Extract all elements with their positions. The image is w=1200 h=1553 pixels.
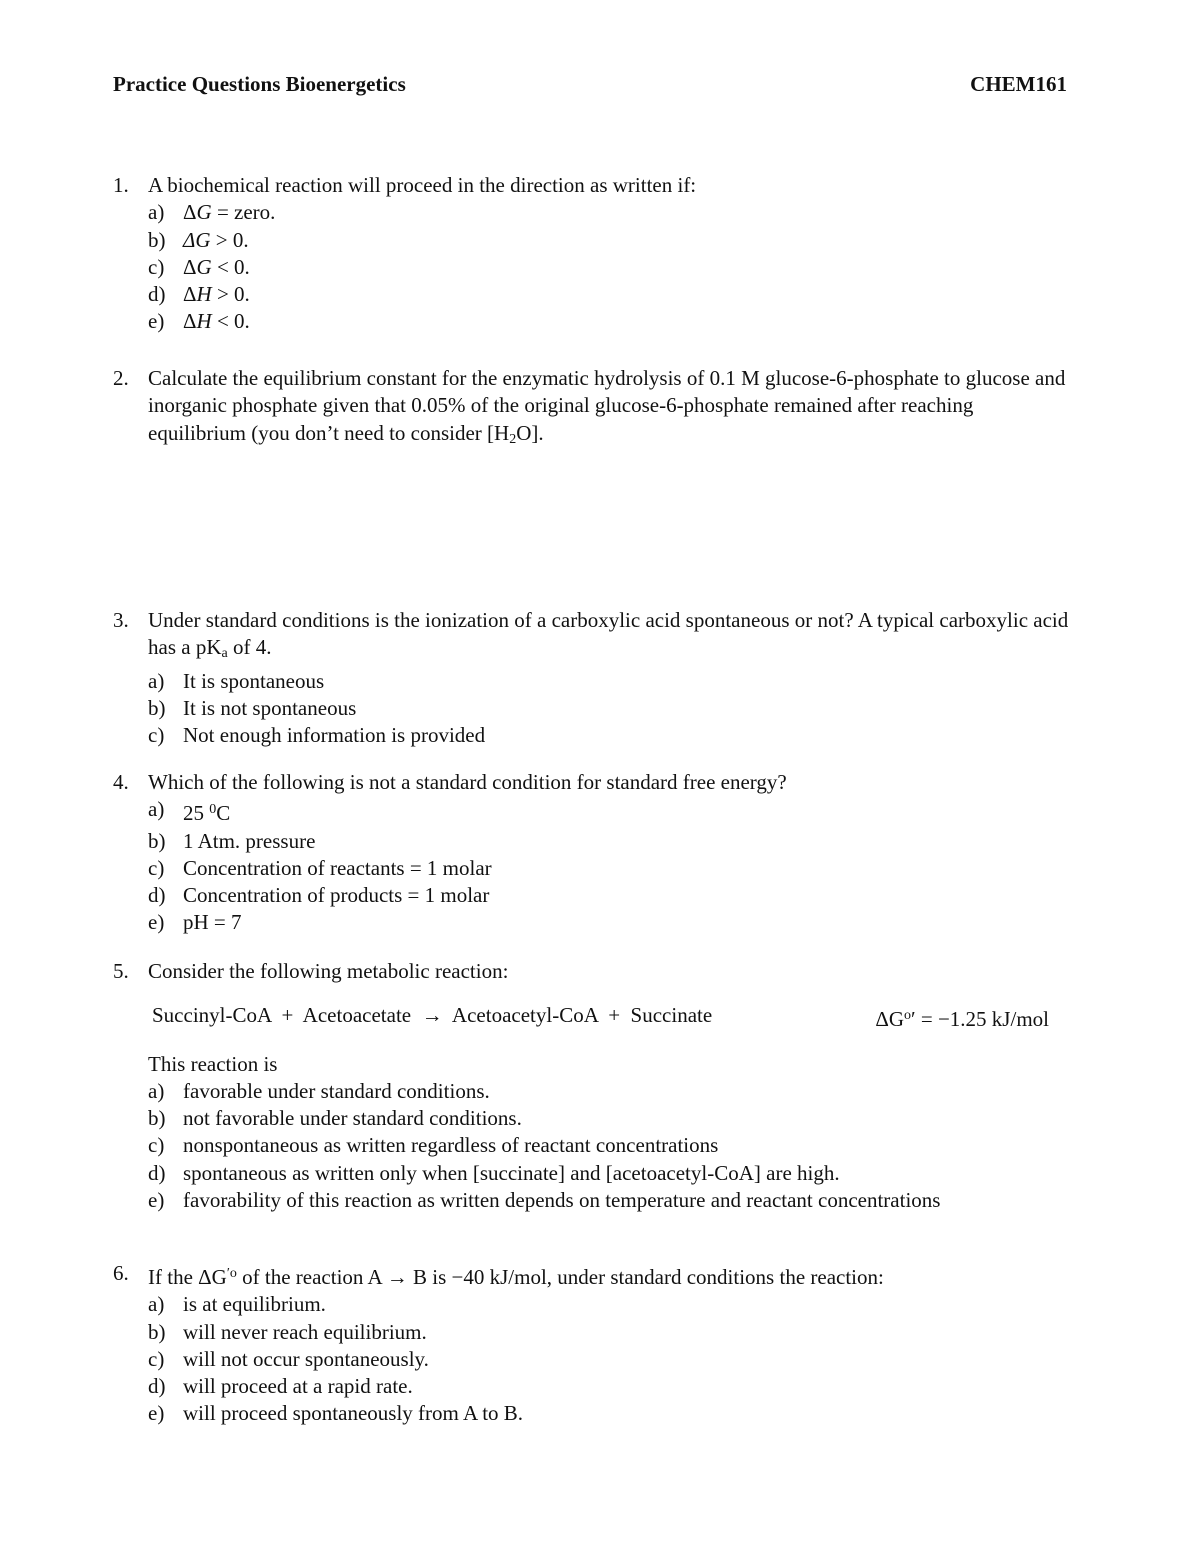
question-text: A biochemical reaction will proceed in the direction as written if: [148, 173, 697, 197]
option-e: e) ΔH < 0. [148, 309, 250, 334]
option-a: a) ΔG = zero. [148, 200, 276, 225]
question-text: Calculate the equilibrium constant for the enzymatic hydrolysis of 0.1 M glucose-6-phosphate to glucose and inorganic phosphate given that 0.05% of the original glucose-6-phosphate remained after reaching equilibrium (you don’t need to consider $[H_2O]$. [148, 366, 1066, 447]
question-6 [113, 1260, 1073, 1428]
option-c: c) will not occur spontaneously. [148, 1346, 429, 1371]
question-3 [113, 607, 1073, 749]
question-number: 4. [113, 770, 129, 794]
question-text: Under standard conditions is the ionization of a carboxylic acid spontaneous or not? A typical carboxylic acid has a $pK_a$ of 4. [148, 608, 1069, 662]
option-e: e) favorability of this reaction as written depends on temperature and reactant concentrations [148, 1188, 941, 1213]
option-c: c) ΔG < 0. [148, 254, 250, 279]
option-a: a) favorable under standard conditions. [148, 1078, 490, 1103]
reaction-formula: Succinyl-CoA + Acetoacetate → Acetoacetyl-CoA + Succinate [152, 1003, 713, 1028]
option-b: b) ΔG > 0. [148, 227, 249, 252]
option-list [148, 668, 1073, 750]
question-number: 1. [113, 173, 129, 197]
option-b: b) not favorable under standard conditions. [148, 1106, 522, 1131]
delta-g-value: $\Delta G^oʹ = -1.25$ kJ/mol [875, 1007, 1049, 1032]
option-c: c) Not enough information is provided [148, 723, 486, 748]
option-list [148, 1051, 1073, 1215]
question-number: 2. [113, 366, 129, 390]
option-b: b) will never reach equilibrium. [148, 1319, 427, 1344]
option-a: a) is at equilibrium. [148, 1292, 326, 1317]
option-d: d) spontaneous as written only when [succinate] and [acetoacetyl-CoA] are high. [148, 1160, 840, 1185]
question-text: Consider the following metabolic reaction: [148, 959, 509, 983]
option-list [148, 1291, 1073, 1427]
option-a: a) 25 $^0$C [148, 797, 231, 826]
option-a: a) It is spontaneous [148, 668, 325, 693]
option-d: d) Concentration of products = 1 molar [148, 883, 490, 908]
course-code: CHEM161 [970, 72, 1067, 96]
option-e: e) pH = 7 [148, 910, 242, 935]
question-5 [113, 958, 1073, 1214]
option-list [148, 796, 1073, 936]
question-text: Which of the following is not a standard condition for standard free energy? [148, 770, 787, 794]
option-c: c) nonspontaneous as written regardless of reactant concentrations [148, 1133, 719, 1158]
question-lead: This reaction is [148, 1051, 278, 1076]
option-d: d) will proceed at a rapid rate. [148, 1374, 413, 1399]
question-text: If the $\Delta G^{'o}$ of the reaction A → B is −40 kJ/mol, under standard conditions the reaction: [148, 1265, 884, 1289]
reaction-equation [152, 1002, 1049, 1033]
question-number: 6. [113, 1261, 129, 1285]
question-1 [113, 172, 1073, 336]
question-number: 3. [113, 608, 129, 632]
option-e: e) will proceed spontaneously from A to B. [148, 1401, 524, 1426]
option-b: b) 1 Atm. pressure [148, 828, 316, 853]
question-number: 5. [113, 959, 129, 983]
question-2 [113, 365, 1073, 453]
page-title: Practice Questions Bioenergetics [113, 72, 406, 96]
option-c: c) Concentration of reactants = 1 molar [148, 855, 492, 880]
question-4 [113, 769, 1073, 937]
option-list [148, 199, 1073, 335]
option-d: d) ΔH > 0. [148, 282, 250, 307]
option-b: b) It is not spontaneous [148, 695, 357, 720]
